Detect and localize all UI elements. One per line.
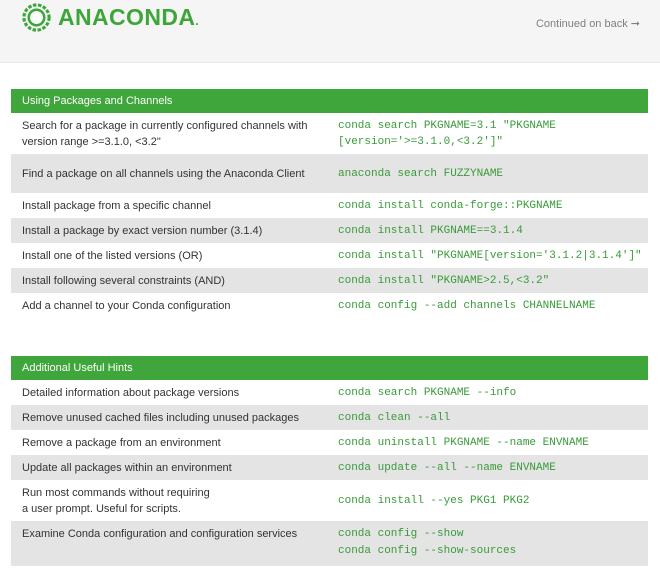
table-row [11,480,648,521]
row-command: conda config --add channels CHANNELNAME [338,299,596,312]
table-row [11,268,648,293]
row-command: conda uninstall PKGNAME --name ENVNAME [338,436,589,449]
table-row [11,521,648,566]
table-row [11,193,648,218]
row-description: Add a channel to your Conda configuration [22,299,231,312]
page-header [0,0,660,63]
table-row [11,430,648,455]
table-row [11,405,648,430]
row-command: conda update --all --name ENVNAME [338,461,556,474]
row-description: Run most commands without requiring a user prompt. Useful for scripts. [22,486,210,515]
row-description: Remove a package from an environment [22,436,221,449]
row-description: Search for a package in currently configured channels with version range >=3.1.0, <3.2" [22,119,308,148]
row-description: Install a package by exact version number (3.1.4) [22,224,263,237]
anaconda-logo-icon [21,2,52,33]
row-command: conda search PKGNAME=3.1 "PKGNAME [version='>=3.1.0,<3.2']" [338,119,556,148]
row-command: conda install PKGNAME==3.1.4 [338,224,523,237]
row-command: anaconda search FUZZYNAME [338,167,504,180]
row-description: Install package from a specific channel [22,199,211,212]
row-description: Install following several constraints (AND) [22,274,225,287]
continued-on-back-note: Continued on back ➞ [535,18,640,30]
row-description: Update all packages within an environment [22,461,232,474]
table-row [11,293,648,318]
row-description: Detailed information about package versions [22,386,240,399]
table-row [11,243,648,268]
row-description: Install one of the listed versions (OR) [22,249,203,262]
row-command: conda config --show conda config --show-sources [338,528,517,557]
logo-wordmark: ANACONDA. [58,4,200,30]
row-description: Remove unused cached files including unused packages [22,411,300,424]
row-description: Find a package on all channels using the Anaconda Client [22,167,305,180]
table-row [11,455,648,480]
table-row [11,218,648,243]
row-command: conda search PKGNAME --info [338,386,517,399]
table-row [11,380,648,405]
section-title: Using Packages and Channels [11,89,648,113]
row-command: conda install conda-forge::PKGNAME [338,199,563,212]
table-row [11,113,648,154]
section-packages-channels [11,89,648,318]
section-useful-hints [11,356,648,566]
row-command: conda install --yes PKG1 PKG2 [338,494,530,507]
section-title: Additional Useful Hints [11,356,648,380]
row-description: Examine Conda configuration and configuration services [22,528,298,540]
row-command: conda install "PKGNAME[version='3.1.2|3.1.4']" [338,249,642,262]
row-command: conda install "PKGNAME>2.5,<3.2" [338,274,550,287]
table-row [11,154,648,193]
row-command: conda clean --all [338,411,451,424]
